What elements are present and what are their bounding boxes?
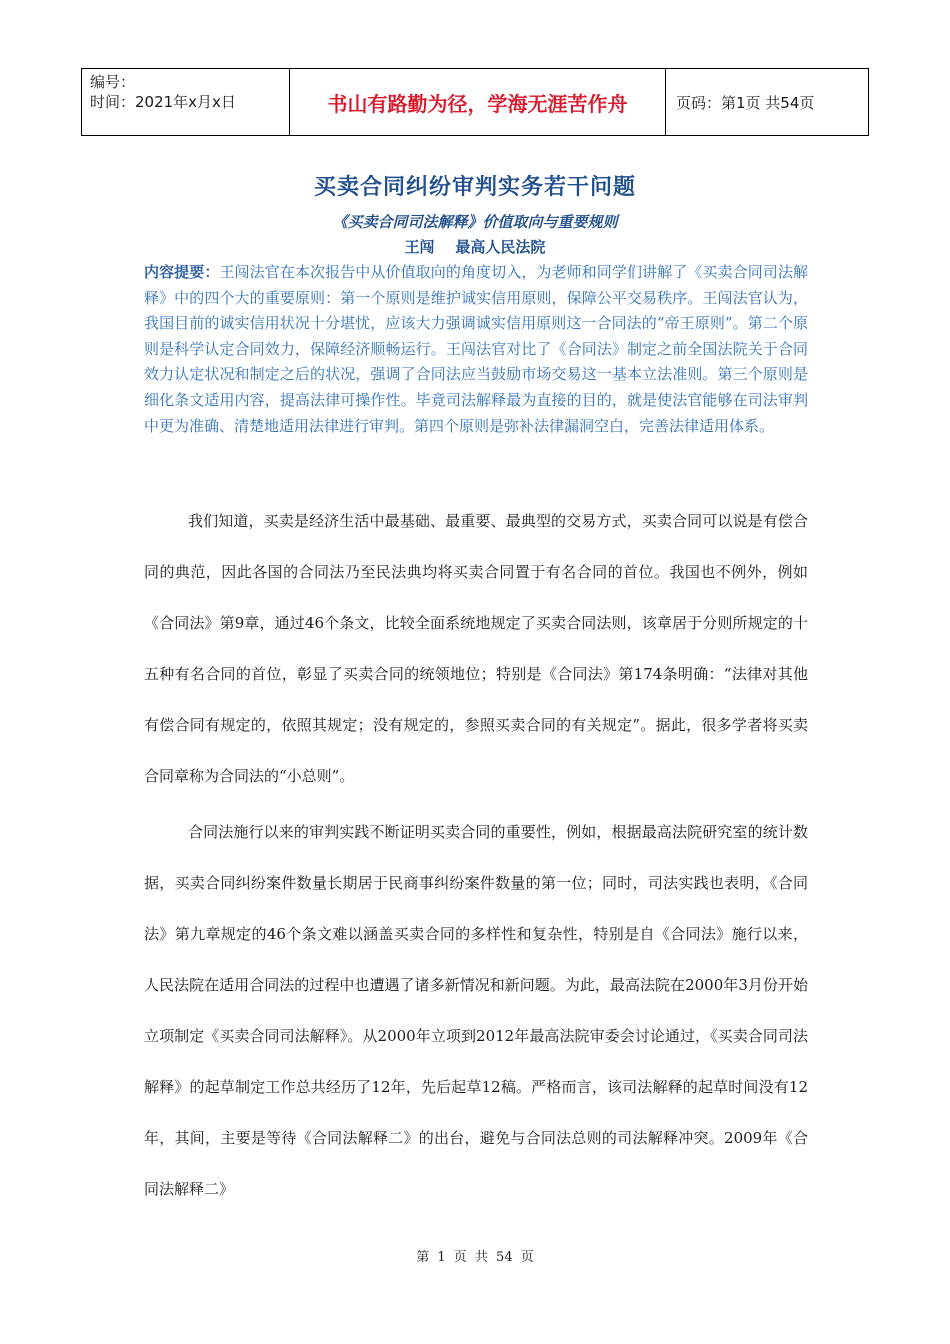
abstract-label: 内容提要： xyxy=(144,263,220,281)
document-subtitle: 《买卖合同司法解释》价值取向与重要规则 xyxy=(332,213,618,231)
code-label: 编号： xyxy=(90,73,136,91)
document-title: 买卖合同纠纷审判实务若干问题 xyxy=(313,175,636,200)
time-label: 时间：2021年x月x日 xyxy=(90,93,236,111)
page-info: 页码：第1页 共54页 xyxy=(666,69,869,136)
header-table xyxy=(81,68,869,136)
motto: 书山有路勤为径，学海无涯苦作舟 xyxy=(290,69,666,136)
document-author: 王闯 最高人民法院 xyxy=(404,238,546,256)
header-meta-cell xyxy=(82,69,290,136)
abstract xyxy=(144,260,808,439)
abstract-text: 王闯法官在本次报告中从价值取向的角度切入，为老师和同学们讲解了《买卖合同司法解释》中的四个大的重要原则：第一个原则是维护诚实信用原则，保障公平交易秩序。王闯法官认为，我国目前的诚实信用状况十分堪忧，应该大力强调诚实信用原则这一合同法的“帝王原则”。第二个原则是科学认定合同效力，保障经济顺畅运行。王闯法官对比了《合同法》制定之前全国法院关于合同效力认定状况和制定之后的状况，强调了合同法应当鼓励市场交易这一基本立法准则。第三个原则是细化条文适用内容，提高法律可操作性。毕竟司法解释最为直接的目的，就是使法官能够在司法审判中更为准确、清楚地适用法律进行审判。第四个原则是弥补法律漏洞空白，完善法律适用体系。 xyxy=(144,263,808,435)
body-paragraph-2: 合同法施行以来的审判实践不断证明买卖合同的重要性，例如，根据最高法院研究室的统计数据，买卖合同纠纷案件数量长期居于民商事纠纷案件数量的第一位；同时，司法实践也表明，《合同法》第九章规定的46个条文难以涵盖买卖合同的多样性和复杂性，特别是自《合同法》施行以来，人民法院在适用合同法的过程中也遭遇了诸多新情况和新问题。为此，最高法院在2000年3月份开始立项制定《买卖合同司法解释》。从2000年立项到2012年最高法院审委会讨论通过，《买卖合同司法解释》的起草制定工作总共经历了12年，先后起草12稿。严格而言，该司法解释的起草时间没有12年，其间，主要是等待《合同法解释二》的出台，避免与合同法总则的司法解释冲突。2009年《合同法解释二》 xyxy=(144,823,808,1198)
body-paragraph-1: 我们知道，买卖是经济生活中最基础、最重要、最典型的交易方式，买卖合同可以说是有偿合同的典范，因此各国的合同法乃至民法典均将买卖合同置于有名合同的首位。我国也不例外，例如《合同法》第9章，通过46个条文，比较全面系统地规定了买卖合同法则，该章居于分则所规定的十五种有名合同的首位，彰显了买卖合同的统领地位；特别是《合同法》第174条明确：“法律对其他有偿合同有规定的，依照其规定；没有规定的，参照买卖合同的有关规定”。据此，很多学者将买卖合同章称为合同法的“小总则”。 xyxy=(144,512,808,785)
page-footer: 第 1 页 共 54 页 xyxy=(416,1250,534,1265)
